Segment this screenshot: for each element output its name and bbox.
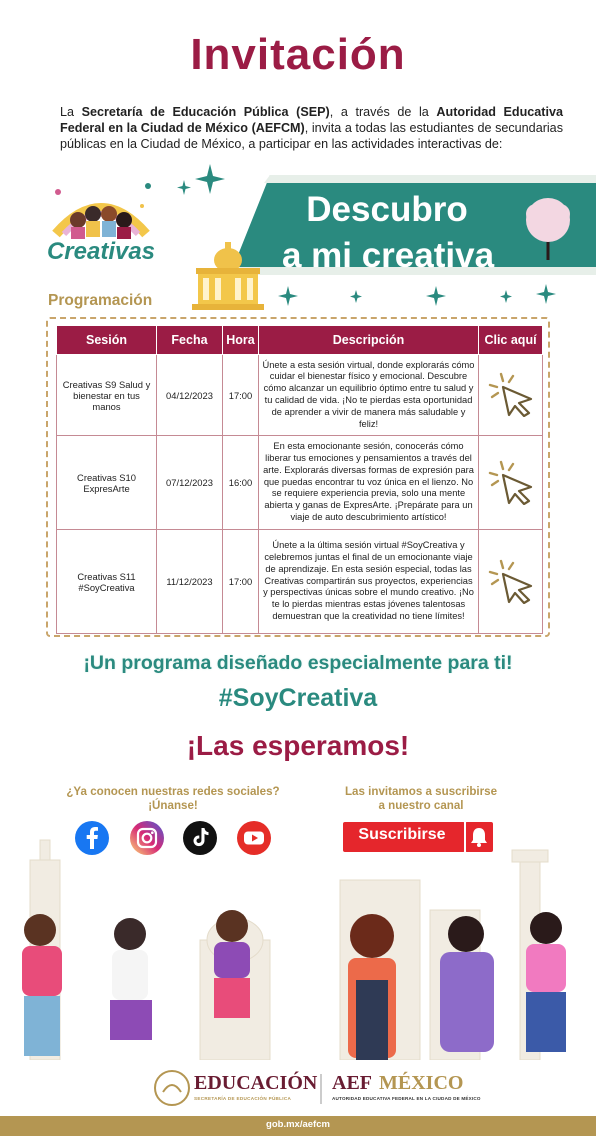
cell-sesion: Creativas S10 ExpresArte	[57, 436, 157, 530]
subscribe-invite	[326, 785, 516, 813]
footer-educacion: EDUCACIÓN	[194, 1072, 318, 1094]
cell-sesion: Creativas S11 #SoyCreativa	[57, 530, 157, 634]
cell-clic[interactable]	[479, 355, 543, 436]
sparkle-icon	[276, 282, 566, 312]
city-skyline-illustration	[0, 820, 596, 1060]
click-cursor-icon[interactable]	[487, 558, 535, 604]
cell-hora: 17:00	[223, 355, 259, 436]
footer-educacion-sub: SECRETARÍA DE EDUCACIÓN PÚBLICA	[194, 1096, 292, 1101]
subscribe-button-label[interactable]: Suscribirse	[358, 826, 446, 843]
table-row	[57, 355, 543, 436]
column-header-fecha: Fecha	[157, 326, 223, 355]
tiktok-icon[interactable]	[182, 820, 218, 856]
footer-aef: AEF	[332, 1072, 372, 1094]
subscribe-invite-line1: Las invitamos a suscribirse	[344, 785, 498, 798]
cell-fecha: 04/12/2023	[157, 355, 223, 436]
click-cursor-icon[interactable]	[487, 371, 535, 417]
social-question-line2: ¡Únanse!	[148, 799, 198, 812]
intro-text: , a través de la	[329, 105, 437, 119]
intro-sep: Secretaría de Educación Pública (SEP)	[81, 105, 330, 119]
cell-sesion: Creativas S9 Salud y bienestar en tus manos	[57, 355, 157, 436]
slogan-hashtag: #SoyCreativa	[218, 684, 378, 712]
facebook-icon[interactable]	[74, 820, 110, 856]
banner-title-line1: Descubro	[306, 190, 468, 229]
cell-hora: 16:00	[223, 436, 259, 530]
table-row	[57, 436, 543, 530]
column-header-hora: Hora	[223, 326, 259, 355]
page-title: Invitación	[190, 30, 406, 79]
creativas-logo-text: Creativas	[46, 238, 156, 265]
intro-paragraph	[60, 104, 563, 152]
subscribe-invite-line2: a nuestro canal	[378, 799, 464, 812]
youtube-icon[interactable]	[236, 820, 272, 856]
cell-descripcion: En esta emocionante sesión, conocerás cómo liberar tus emociones y pensamientos a través del arte. Explorarás diversas formas de expresión para que puedas encontrar tu voz única en el lienzo. No se requiere experiencia previa, solo una mente abierta y ganas de ExpresArte. ¡Prepárate para un viaje de auto descubrimiento artístico!	[259, 436, 479, 530]
intro-text: , invita a todas las estudiantes de secundarias públicas en la Ciudad de México, a participar en las actividades interactivas de:	[60, 121, 563, 151]
table-header-row	[57, 326, 543, 355]
slogan-programa: ¡Un programa diseñado especialmente para ti!	[83, 652, 513, 674]
schedule-table	[56, 325, 543, 634]
slogan-esperamos: ¡Las esperamos!	[186, 730, 410, 761]
table-row	[57, 530, 543, 634]
cell-descripcion: Únete a la última sesión virtual #SoyCreativa y celebremos juntas el final de un emocionante viaje de aprendizaje. En esta sesión especial, todas las Creativas compartirán sus proyectos, experiencias y perspectivas únicas sobre el mundo creativo. ¡No te lo pierdas mientras estas jóvenes talentosas demuestran que la creatividad no tiene límites!	[259, 530, 479, 634]
banner-title-line2: a mi creativa	[281, 236, 495, 275]
intro-aefcm: Autoridad Educativa Federal en la Ciudad de México (AEFCM)	[60, 105, 563, 135]
column-header-clic: Clic aquí	[479, 326, 543, 355]
cell-clic[interactable]	[479, 436, 543, 530]
social-question-line1: ¿Ya conocen nuestras redes sociales?	[66, 785, 280, 798]
cell-descripcion: Únete a esta sesión virtual, donde explorarás cómo cuidar el bienestar físico y emocional. Descubre cómo alcanzar un equilibrio óptimo entre tu salud y tu calidad de vida. ¡No te pierdas esta oportunidad de aprender a vivir de manera más saludable y feliz!	[259, 355, 479, 436]
footer-url-link[interactable]: gob.mx/aefcm	[266, 1119, 330, 1130]
intro-text: La	[60, 105, 82, 119]
cell-fecha: 07/12/2023	[157, 436, 223, 530]
footer-mexico: MÉXICO	[379, 1072, 464, 1094]
click-cursor-icon[interactable]	[487, 459, 535, 505]
programacion-label: Programación	[48, 292, 153, 309]
cell-fecha: 11/12/2023	[157, 530, 223, 634]
cell-hora: 17:00	[223, 530, 259, 634]
palacio-bellas-artes-icon	[190, 240, 266, 312]
cell-clic[interactable]	[479, 530, 543, 634]
column-header-descripcion: Descripción	[259, 326, 479, 355]
footer-aef-sub: AUTORIDAD EDUCATIVA FEDERAL EN LA CIUDAD DE MÉXICO	[332, 1096, 481, 1101]
instagram-icon[interactable]	[129, 820, 165, 856]
social-question	[58, 785, 288, 813]
column-header-sesion: Sesión	[57, 326, 157, 355]
sparkle-icon	[170, 160, 230, 200]
